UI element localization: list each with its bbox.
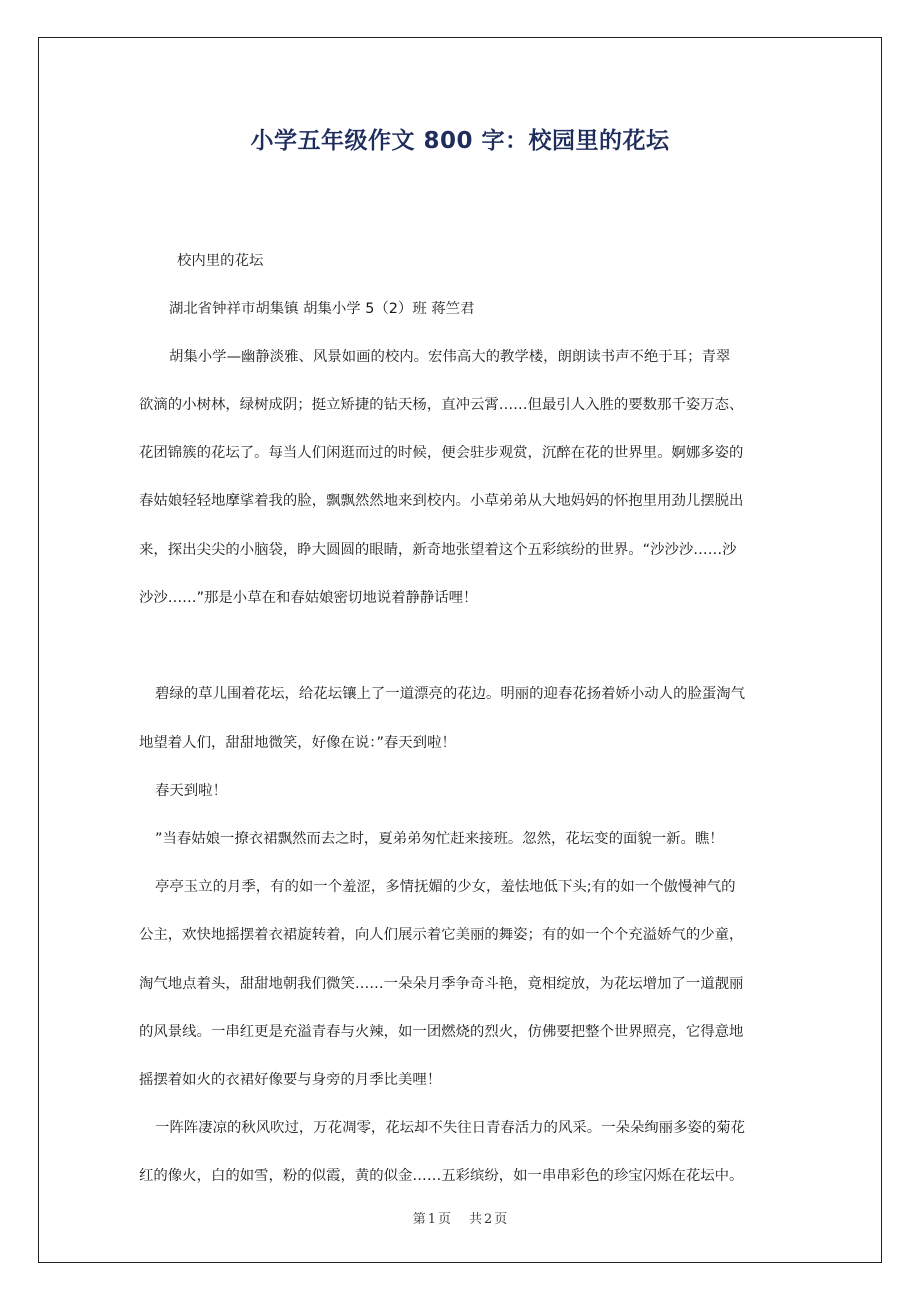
paragraph-line: 淘气地点着头，甜甜地朝我们微笑……一朵朵月季争奇斗艳，竟相绽放，为花坛增加了一道靓丽: [139, 976, 744, 992]
total-prefix: 共: [469, 1212, 483, 1227]
paragraph-line: 一阵阵凄凉的秋风吹过，万花凋零，花坛却不失往日青春活力的风采。一朵朵绚丽多姿的菊花: [155, 1120, 746, 1136]
paragraph-line: 春天到啦！: [155, 783, 227, 799]
paragraph-line: ”当春姑娘一撩衣裙飘然而去之时，夏弟弟匆忙赶来接班。忽然，花坛变的面貌一新。瞧！: [155, 831, 724, 847]
paragraph-line: 摇摆着如火的衣裙好像要与身旁的月季比美哩！: [139, 1072, 442, 1088]
paragraph-line: 红的像火，白的如雪，粉的似霞，黄的似金……五彩缤纷，如一串串彩色的珍宝闪烁在花坛中。: [139, 1168, 744, 1184]
paragraph-line: 沙沙……”那是小草在和春姑娘密切地说着静静话哩！: [139, 590, 478, 606]
document-title: 小学五年级作文 800 字：校园里的花坛: [250, 128, 670, 154]
paragraph-line: 碧绿的草儿围着花坛，给花坛镶上了一道漂亮的花边。明丽的迎春花扬着娇小动人的脸蛋淘气: [155, 686, 746, 702]
total-page-count: 2: [484, 1212, 493, 1227]
paragraph-line: 春姑娘轻轻地摩挲着我的脸，飘飘然然地来到校内。小草弟弟从大地妈妈的怀抱里用劲儿摆脱出: [139, 493, 744, 509]
paragraph-line: 公主，欢快地摇摆着衣裙旋转着，向人们展示着它美丽的舞姿；有的如一个个充溢娇气的少童，: [139, 927, 744, 943]
paragraph-line: 欲滴的小树林，绿树成阴；挺立矫捷的钻天杨，直冲云霄……但最引人入胜的要数那千姿万态、: [139, 397, 744, 413]
total-unit: 页: [494, 1212, 508, 1227]
page-unit: 页: [437, 1212, 451, 1227]
subtitle-line: 校内里的花坛: [177, 253, 264, 269]
page-prefix: 第: [412, 1212, 426, 1227]
paragraph-line: 亭亭玉立的月季，有的如一个羞涩，多情抚媚的少女，羞怯地低下头;有的如一个傲慢神气的: [155, 879, 736, 895]
author-line: 湖北省钟祥市胡集镇 胡集小学 5（2）班 蒋竺君: [169, 301, 475, 317]
paragraph-line: 的风景线。一串红更是充溢青春与火辣，如一团燃烧的烈火，仿佛要把整个世界照亮，它得意地: [139, 1024, 744, 1040]
page-footer: [0, 1208, 920, 1227]
current-page-number: 1: [427, 1212, 436, 1227]
paragraph-line: 花团锦簇的花坛了。每当人们闲逛而过的时候，便会驻步观赏，沉醉在花的世界里。婀娜多姿的: [139, 445, 744, 461]
paragraph-line: 来，探出尖尖的小脑袋，睁大圆圆的眼睛，新奇地张望着这个五彩缤纷的世界。“沙沙沙……沙: [139, 542, 737, 558]
paragraph-line: 地望着人们，甜甜地微笑，好像在说：”春天到啦！: [139, 735, 456, 751]
paragraph-line: 胡集小学—幽静淡雅、风景如画的校内。宏伟高大的教学楼，朗朗读书声不绝于耳；青翠: [169, 349, 731, 365]
